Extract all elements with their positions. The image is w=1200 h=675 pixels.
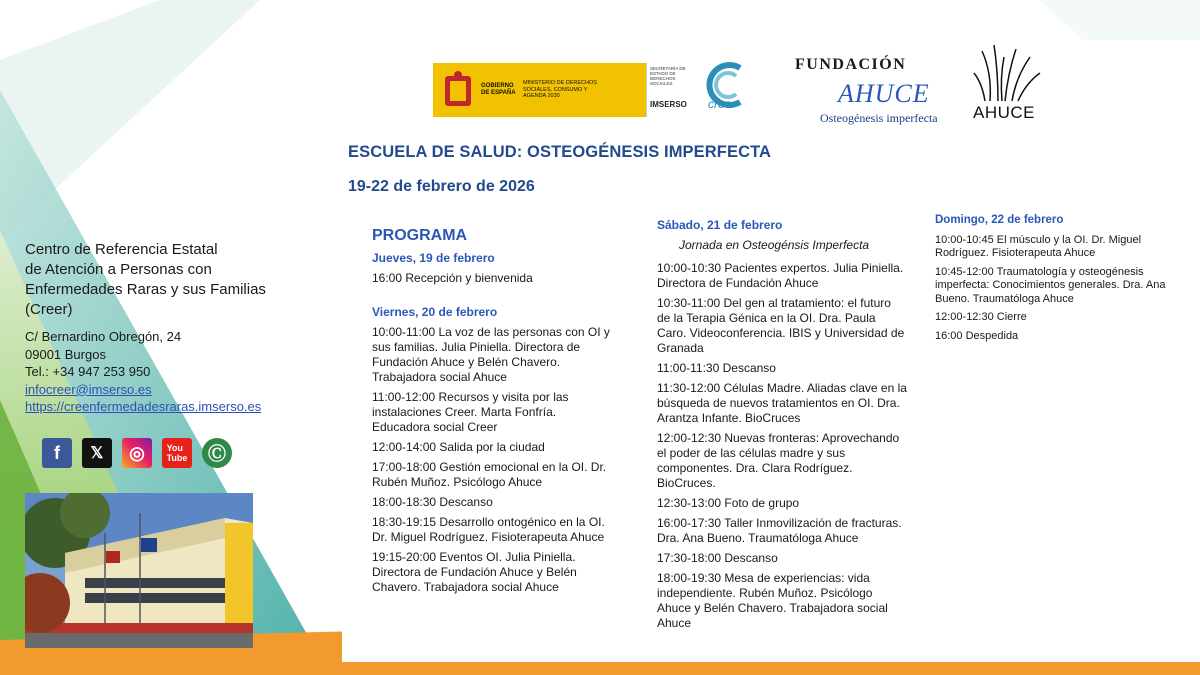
event-title: ESCUELA DE SALUD: OSTEOGÉNESIS IMPERFECTA <box>348 143 772 161</box>
fundacion-subtitle: Osteogénesis imperfecta <box>820 111 938 125</box>
programa-heading: PROGRAMA <box>372 227 468 244</box>
day-heading-domingo: Domingo, 22 de febrero <box>935 214 1064 226</box>
ministry-name: MINISTERIO DE DERECHOS SOCIALES, CONSUMO Y AGENDA 2030 <box>523 80 597 100</box>
facebook-icon[interactable]: f <box>42 438 72 468</box>
event-dates: 19-22 de febrero de 2026 <box>348 178 535 195</box>
schedule-item: 16:00 Recepción y bienvenida <box>372 271 533 285</box>
day-heading-viernes: Viernes, 20 de febrero <box>372 305 498 319</box>
instagram-icon[interactable]: ◎ <box>122 438 152 468</box>
schedule-item: 12:00-12:30 Nuevas fronteras: Aprovechando el poder de las células madre y sus componentes. Dra. Clara Rodríguez. BioCruces. <box>657 431 900 490</box>
schedule-item: 19:15-20:00 Eventos OI. Julia Piniella. Directora de Fundación Ahuce y Belén Chavero. Trabajadora social Ahuce <box>372 550 577 594</box>
schedule-item: 18:00-19:30 Mesa de experiencias: vida independiente. Rubén Muñoz. Psicólogo Ahuce y Belén Chavero. Trabajadora social Ahuce <box>657 571 888 630</box>
schedule-item: 10:00-10:45 El músculo y la OI. Dr. Miguel Rodríguez. Fisioterapeuta Ahuce <box>935 233 1142 259</box>
imserso-box <box>646 63 695 117</box>
schedule-item: 10:00-10:30 Pacientes expertos. Julia Piniella. Directora de Fundación Ahuce <box>657 261 904 290</box>
schedule-item: 17:00-18:00 Gestión emocional en la OI. Dr. Rubén Muñoz. Psicólogo Ahuce <box>372 460 607 489</box>
schedule-item: 10:30-11:00 Del gen al tratamiento: el futuro de la Terapia Génica en la OI. Dra. Paula Caro. Videoconferencia. IBIS y Universidad de Granada <box>657 296 905 355</box>
email-link[interactable]: infocreer@imserso.es <box>25 381 152 397</box>
program-column-1 <box>372 228 612 600</box>
youtube-icon[interactable]: You Tube <box>162 438 192 468</box>
jornada-subtitle: Jornada en Osteogénsis Imperfecta <box>679 238 870 252</box>
schedule-item: 10:00-11:00 La voz de las personas con OI y sus familias. Julia Piniella. Directora de Fundación Ahuce y Belén Chavero. Trabajadora social Ahuce <box>372 325 610 384</box>
building-photo <box>25 493 253 648</box>
imserso-label: IMSERSO <box>650 100 687 109</box>
program-column-2 <box>657 218 907 636</box>
schedule-item: 17:30-18:00 Descanso <box>657 551 778 565</box>
fundacion-ahuce-text: AHUCE <box>838 79 930 108</box>
program-column-3 <box>935 214 1170 348</box>
street-address: C/ Bernardino Obregón, 24 <box>25 329 182 344</box>
day-heading-jueves: Jueves, 19 de febrero <box>372 251 495 265</box>
fundacion-logo-text: FUNDACIÓN <box>795 56 907 73</box>
schedule-item: 16:00-17:30 Taller Inmovilización de fracturas. Dra. Ana Bueno. Traumatóloga Ahuce <box>657 516 902 545</box>
secretaria-name: SECRETARÍA DE ESTADO DE DERECHOS SOCIALES <box>650 66 686 86</box>
website-link[interactable]: https://creenfermedadesraras.imserso.es <box>25 399 262 414</box>
gov-name: GOBIERNO DE ESPAÑA <box>481 83 516 96</box>
gobierno-logo <box>433 63 695 117</box>
schedule-item: 18:00-18:30 Descanso <box>372 495 493 509</box>
day-heading-sabado: Sábado, 21 de febrero <box>657 218 783 232</box>
social-icons <box>42 438 232 468</box>
schedule-item: 11:00-11:30 Descanso <box>657 361 776 375</box>
coat-of-arms-icon <box>441 70 475 110</box>
schedule-item: 11:30-12:00 Células Madre. Aliadas clave en la búsqueda de nuevos tratamientos en OI. Dra. Arantza Infante. BioCruces <box>657 381 907 425</box>
schedule-item: 11:00-12:00 Recursos y visita por las instalaciones Creer. Marta Fonfría. Educadora social Creer <box>372 390 569 434</box>
postal-city: 09001 Burgos <box>25 346 106 362</box>
creer-logo-text: creer <box>708 97 736 111</box>
schedule-item: 18:30-19:15 Desarrollo ontogénico en la OI. Dr. Miguel Rodríguez. Fisioterapeuta Ahuce <box>372 515 605 544</box>
ahuce-logo-text: AHUCE <box>973 103 1036 122</box>
contact-sidebar <box>25 240 325 416</box>
creer-icon[interactable]: Ⓒ <box>202 438 232 468</box>
x-icon[interactable]: 𝕏 <box>82 438 112 468</box>
phone-number: Tel.: +34 947 253 950 <box>25 364 151 379</box>
schedule-item: 12:00-14:00 Salida por la ciudad <box>372 440 545 454</box>
schedule-item: 12:30-13:00 Foto de grupo <box>657 496 800 510</box>
center-name: Centro de Referencia Estatal de Atención a Personas con Enfermedades Raras y sus Familias (Creer) <box>25 241 266 318</box>
address-block <box>25 328 325 416</box>
schedule-item: 10:45-12:00 Traumatología y osteogénesis imperfecta: Conocimientos generales. Dra. Ana Bueno. Traumatóloga Ahuce <box>935 265 1166 305</box>
schedule-item: 12:00-12:30 Cierre <box>935 311 1027 323</box>
schedule-item: 16:00 Despedida <box>935 329 1019 342</box>
